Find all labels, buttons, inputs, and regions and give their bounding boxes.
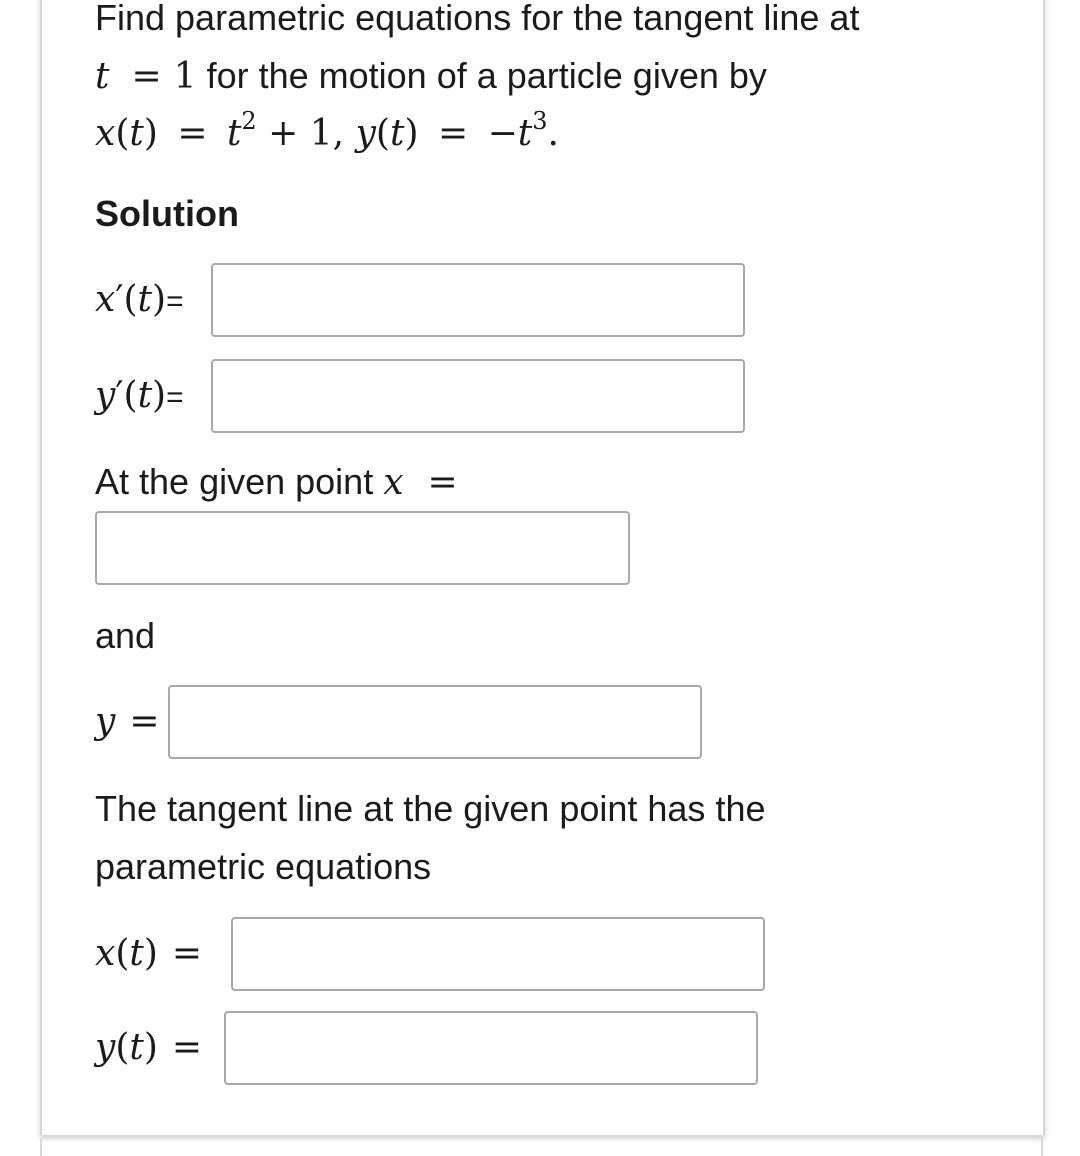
problem-line-1: Find parametric equations for the tangent line at (95, 0, 860, 38)
problem-line-3-equations: $x(t) = t^2 + 1$, $y(t) = -t^3$. (95, 107, 559, 154)
yprime-input[interactable] (211, 359, 745, 433)
card-lower-border (40, 1138, 1043, 1156)
tangent-text-line-2: parametric equations (95, 846, 432, 887)
tangent-text-line-1: The tangent line at the given point has the (95, 788, 766, 829)
yprime-label: y′(t)= (95, 375, 184, 416)
solution-heading: Solution (95, 193, 239, 234)
point-y-input[interactable] (168, 685, 702, 759)
point-x-input[interactable] (95, 511, 630, 585)
xprime-label: x′(t)= (95, 279, 184, 320)
tangent-y-label: y(t) = (95, 1027, 203, 1068)
problem-line-2: t = 1 for the motion of a particle given by (95, 55, 767, 97)
point-x-label: At the given point x = (95, 461, 458, 503)
tangent-x-label: x(t) = (95, 933, 203, 974)
tangent-y-input[interactable] (224, 1011, 758, 1085)
point-y-label: y = (95, 701, 160, 742)
and-label: and (95, 615, 156, 656)
tangent-x-input[interactable] (231, 917, 765, 991)
xprime-input[interactable] (211, 263, 745, 337)
